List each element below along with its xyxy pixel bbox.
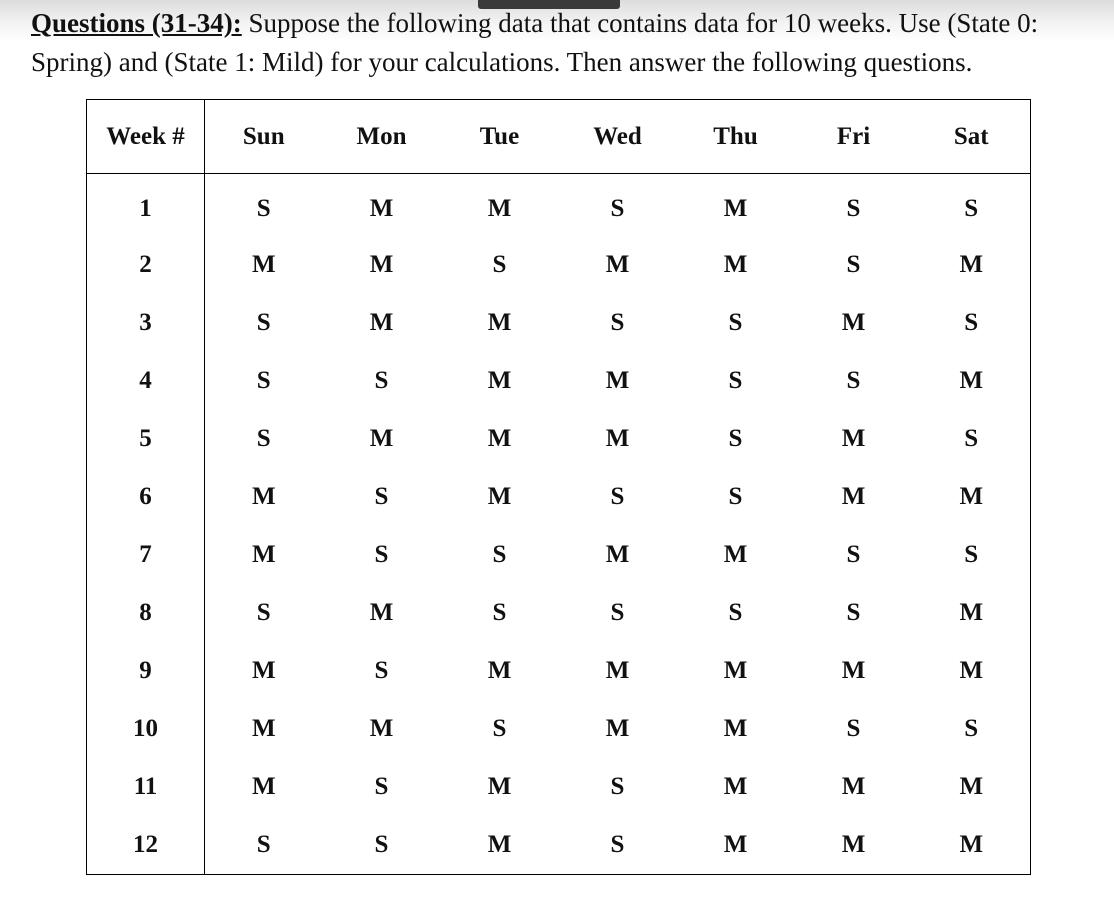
state-cell: S bbox=[374, 367, 389, 394]
column-header-sun: Sun bbox=[205, 100, 323, 174]
state-cell: S bbox=[256, 599, 271, 626]
state-cell: M bbox=[723, 831, 748, 858]
state-cell: M bbox=[841, 425, 866, 452]
state-cell: M bbox=[723, 715, 748, 742]
column-header-wed: Wed bbox=[559, 100, 677, 174]
state-cell: S bbox=[492, 599, 507, 626]
column-header-thu: Thu bbox=[677, 100, 795, 174]
week-number-cell: 2 bbox=[87, 236, 205, 294]
state-cell: S bbox=[964, 715, 979, 742]
state-cell: S bbox=[728, 599, 743, 626]
week-number-cell: 10 bbox=[87, 700, 205, 758]
column-header-mon: Mon bbox=[323, 100, 441, 174]
column-header-tue: Tue bbox=[441, 100, 559, 174]
state-cell: M bbox=[723, 657, 748, 684]
table-header bbox=[87, 100, 1031, 174]
state-cell: S bbox=[374, 657, 389, 684]
state-cell: M bbox=[605, 715, 630, 742]
week-number-cell: 12 bbox=[87, 816, 205, 875]
state-cell: M bbox=[369, 425, 394, 452]
state-cell: M bbox=[841, 309, 866, 336]
state-cell: S bbox=[846, 195, 861, 222]
state-cell: S bbox=[256, 425, 271, 452]
table-row bbox=[87, 526, 1031, 584]
state-cell: S bbox=[728, 483, 743, 510]
state-cell: S bbox=[728, 367, 743, 394]
table-row bbox=[87, 758, 1031, 816]
state-cell: S bbox=[256, 195, 271, 222]
state-cell: S bbox=[846, 541, 861, 568]
state-cell: M bbox=[369, 195, 394, 222]
state-cell: S bbox=[492, 715, 507, 742]
state-cell: M bbox=[723, 541, 748, 568]
state-cell: M bbox=[369, 715, 394, 742]
state-cell: M bbox=[487, 773, 512, 800]
state-cell: M bbox=[487, 367, 512, 394]
state-cell: M bbox=[841, 483, 866, 510]
state-cell: M bbox=[487, 425, 512, 452]
state-cell: M bbox=[251, 657, 276, 684]
week-number-cell: 7 bbox=[87, 526, 205, 584]
state-cell: S bbox=[374, 483, 389, 510]
state-cell: S bbox=[374, 541, 389, 568]
state-cell: M bbox=[487, 195, 512, 222]
column-header-sat: Sat bbox=[913, 100, 1031, 174]
state-cell: M bbox=[369, 251, 394, 278]
state-cell: M bbox=[841, 657, 866, 684]
state-cell: M bbox=[959, 251, 984, 278]
table-row bbox=[87, 468, 1031, 526]
state-cell: M bbox=[959, 657, 984, 684]
state-cell: S bbox=[728, 309, 743, 336]
state-cell: S bbox=[846, 367, 861, 394]
week-number-cell: 5 bbox=[87, 410, 205, 468]
week-number-cell: 11 bbox=[87, 758, 205, 816]
week-number-cell: 9 bbox=[87, 642, 205, 700]
state-cell: M bbox=[959, 599, 984, 626]
state-cell: S bbox=[846, 715, 861, 742]
question-text: Suppose the following data that contains data for 10 weeks. Use (State 0: Spring) and (State 1: Mild) for your calculations. Then answer the following questions. bbox=[31, 8, 1039, 77]
state-cell: M bbox=[723, 195, 748, 222]
table-row bbox=[87, 642, 1031, 700]
question-label: Questions (31-34): bbox=[31, 8, 242, 38]
state-cell: S bbox=[964, 309, 979, 336]
weather-data-table bbox=[86, 99, 1031, 875]
state-cell: M bbox=[487, 309, 512, 336]
table-row bbox=[87, 700, 1031, 758]
state-cell: M bbox=[251, 483, 276, 510]
state-cell: S bbox=[610, 309, 625, 336]
week-number-cell: 4 bbox=[87, 352, 205, 410]
state-cell: S bbox=[256, 367, 271, 394]
state-cell: M bbox=[841, 831, 866, 858]
state-cell: S bbox=[610, 831, 625, 858]
state-cell: S bbox=[492, 541, 507, 568]
state-cell: M bbox=[723, 773, 748, 800]
table-row bbox=[87, 584, 1031, 642]
state-cell: M bbox=[605, 367, 630, 394]
state-cell: S bbox=[846, 251, 861, 278]
state-cell: M bbox=[959, 483, 984, 510]
state-cell: S bbox=[610, 599, 625, 626]
state-cell: M bbox=[251, 251, 276, 278]
state-cell: S bbox=[256, 309, 271, 336]
state-cell: S bbox=[964, 541, 979, 568]
state-cell: M bbox=[251, 715, 276, 742]
table-row bbox=[87, 410, 1031, 468]
state-cell: S bbox=[492, 251, 507, 278]
state-cell: S bbox=[256, 831, 271, 858]
state-cell: M bbox=[605, 541, 630, 568]
table-row bbox=[87, 816, 1031, 875]
state-cell: S bbox=[846, 599, 861, 626]
state-cell: M bbox=[251, 773, 276, 800]
column-header-week: Week # bbox=[87, 100, 205, 174]
state-cell: S bbox=[610, 195, 625, 222]
state-cell: S bbox=[964, 195, 979, 222]
table-row bbox=[87, 236, 1031, 294]
column-header-fri: Fri bbox=[795, 100, 913, 174]
question-intro bbox=[31, 4, 1101, 82]
state-cell: S bbox=[374, 831, 389, 858]
table-row bbox=[87, 294, 1031, 352]
state-cell: M bbox=[251, 541, 276, 568]
state-cell: M bbox=[487, 831, 512, 858]
state-cell: S bbox=[728, 425, 743, 452]
week-number-cell: 8 bbox=[87, 584, 205, 642]
week-number-cell: 1 bbox=[87, 174, 205, 237]
header-row bbox=[87, 100, 1031, 174]
state-cell: M bbox=[605, 657, 630, 684]
table-row bbox=[87, 352, 1031, 410]
state-cell: M bbox=[487, 657, 512, 684]
state-cell: M bbox=[959, 831, 984, 858]
state-cell: M bbox=[959, 367, 984, 394]
state-cell: S bbox=[610, 773, 625, 800]
state-cell: M bbox=[487, 483, 512, 510]
state-cell: M bbox=[369, 599, 394, 626]
state-cell: S bbox=[374, 773, 389, 800]
state-cell: M bbox=[723, 251, 748, 278]
state-cell: M bbox=[605, 425, 630, 452]
state-cell: S bbox=[964, 425, 979, 452]
state-cell: M bbox=[605, 251, 630, 278]
week-number-cell: 3 bbox=[87, 294, 205, 352]
table-body bbox=[87, 174, 1031, 875]
week-number-cell: 6 bbox=[87, 468, 205, 526]
state-cell: M bbox=[841, 773, 866, 800]
state-cell: M bbox=[369, 309, 394, 336]
table-row bbox=[87, 174, 1031, 237]
state-cell: M bbox=[959, 773, 984, 800]
state-cell: S bbox=[610, 483, 625, 510]
